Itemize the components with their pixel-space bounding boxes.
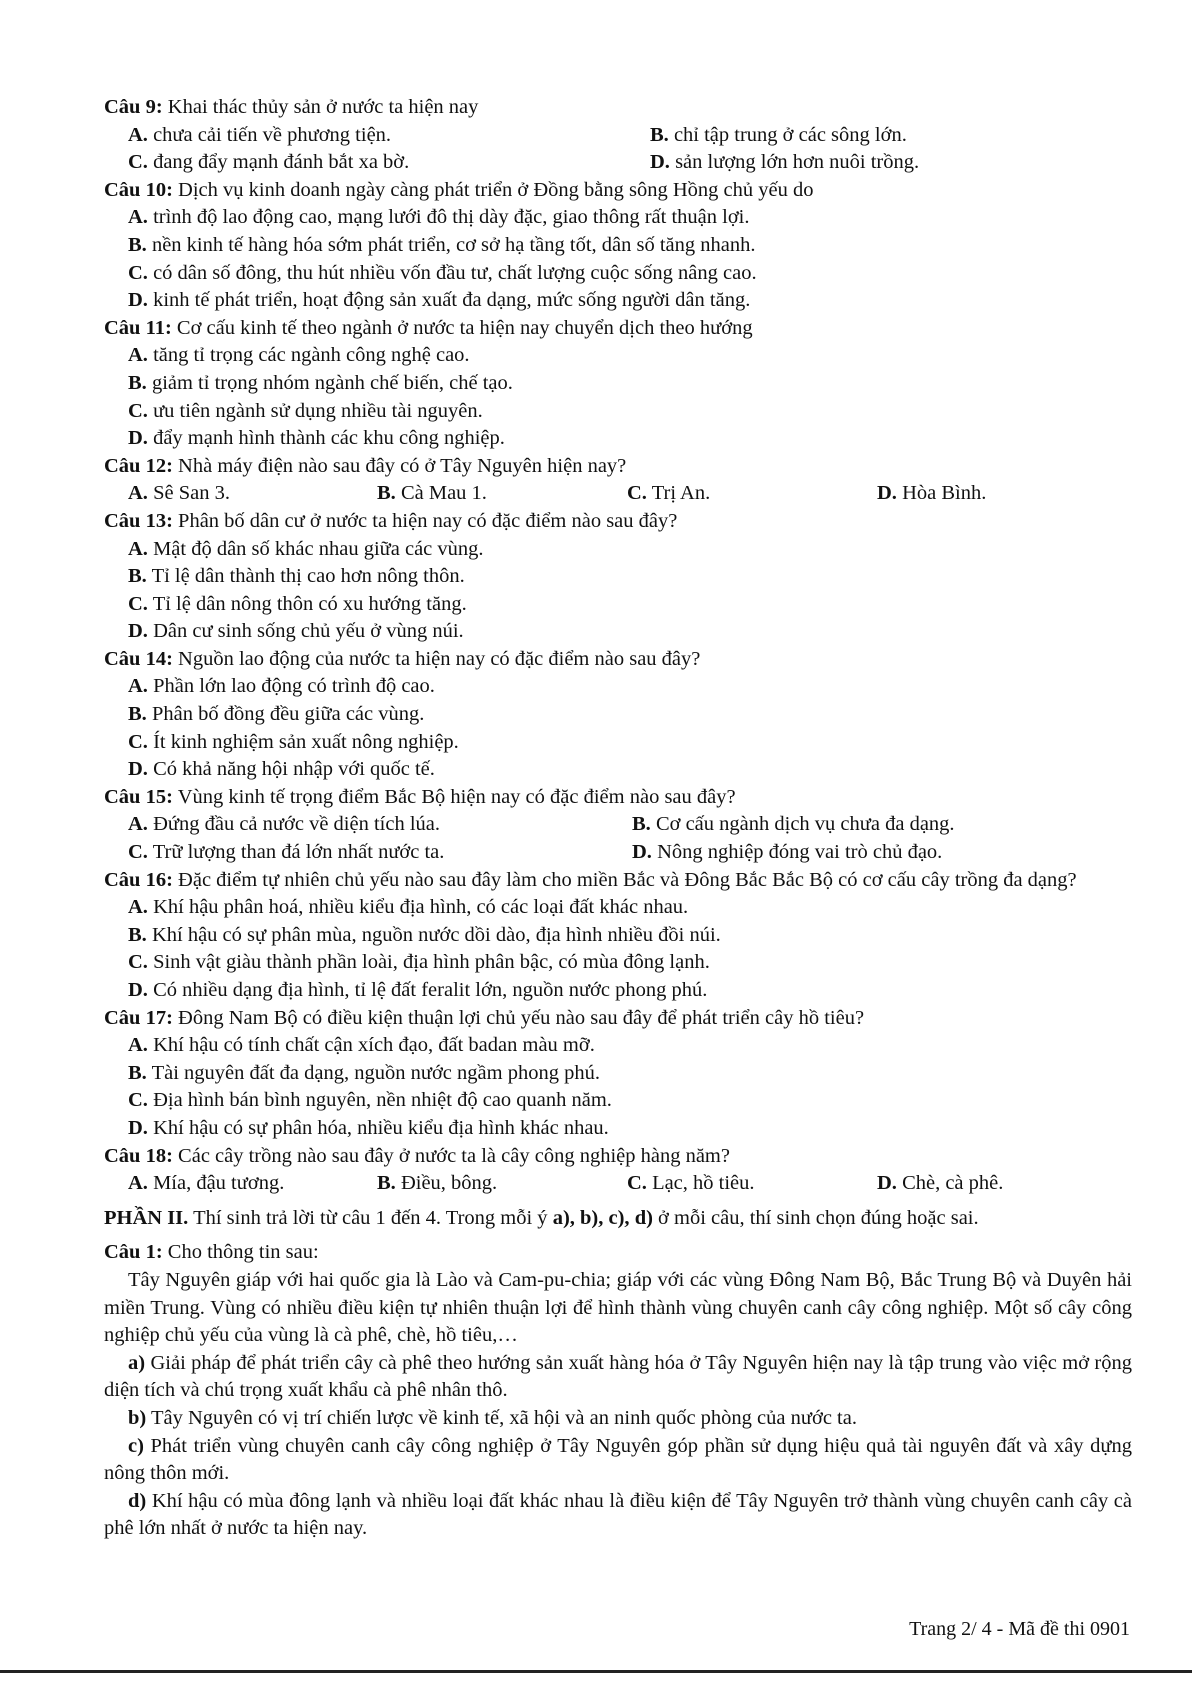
question-number: Câu 9: (104, 96, 163, 118)
question-stem: Đặc điểm tự nhiên chủ yếu nào sau đây làm cho miền Bắc và Đông Bắc Bắc Bộ có cơ cấu cây trồng đa dạng? (178, 868, 1077, 891)
question-14 (104, 646, 1132, 674)
exam-page (104, 94, 1132, 1543)
option-d: D. kinh tế phát triển, hoạt động sản xuất đa dạng, mức sống người dân tăng. (128, 289, 751, 312)
question-stem: Nhà máy điện nào sau đây có ở Tây Nguyên hiện nay? (178, 454, 627, 477)
question-16 (104, 867, 1132, 895)
option-d: D. Nông nghiệp đóng vai trò chủ đạo. (632, 841, 943, 864)
question-number: Câu 15: (104, 785, 173, 808)
question-number: Câu 10: (104, 178, 173, 201)
question-stem: Vùng kinh tế trọng điểm Bắc Bộ hiện nay có đặc điểm nào sau đây? (177, 785, 736, 808)
option-d: D. sản lượng lớn hơn nuôi trồng. (650, 151, 920, 174)
question-12 (104, 453, 1132, 481)
option-d: D. Có khả năng hội nhập với quốc tế. (128, 758, 435, 781)
question-number: Câu 14: (104, 647, 173, 670)
question-number: Câu 16: (104, 868, 173, 891)
option-c: C. Ít kinh nghiệm sản xuất nông nghiệp. (128, 730, 459, 753)
statement-b: b) Tây Nguyên có vị trí chiến lược về kinh tế, xã hội và an ninh quốc phòng của nước ta. (128, 1406, 857, 1429)
options-row (104, 122, 1132, 150)
question-stem: Nguồn lao động của nước ta hiện nay có đặc điểm nào sau đây? (178, 647, 701, 670)
option-b: B. Tài nguyên đất đa dạng, nguồn nước ngầm phong phú. (128, 1061, 600, 1084)
option-a: A. trình độ lao động cao, mạng lưới đô thị dày đặc, giao thông rất thuận lợi. (128, 206, 750, 229)
question-stem: Đông Nam Bộ có điều kiện thuận lợi chủ yếu nào sau đây để phát triển cây hồ tiêu? (178, 1006, 865, 1029)
options-row (104, 149, 1132, 177)
option-c: C. Trị An. (627, 482, 711, 505)
question-17 (104, 1005, 1132, 1033)
option-c: C. Trữ lượng than đá lớn nhất nước ta. (128, 841, 445, 864)
bottom-rule (0, 1670, 1192, 1673)
question-number: Câu 1: (104, 1241, 163, 1264)
option-c: C. có dân số đông, thu hút nhiều vốn đầu tư, chất lượng cuộc sống nâng cao. (128, 261, 757, 284)
question-9 (104, 94, 1132, 122)
option-c: C. Sinh vật giàu thành phần loài, địa hình phân bậc, có mùa đông lạnh. (128, 951, 710, 974)
question-18 (104, 1143, 1132, 1171)
question-13 (104, 508, 1132, 536)
part-2-instructions: PHẦN II. Thí sinh trả lời từ câu 1 đến 4. Trong mỗi ý a), b), c), d) ở mỗi câu, thí sinh chọn đúng hoặc sai. (104, 1206, 979, 1229)
option-b: B. Khí hậu có sự phân mùa, nguồn nước dồi dào, địa hình nhiều đồi núi. (128, 923, 721, 946)
question-stem: Cơ cấu kinh tế theo ngành ở nước ta hiện nay chuyển dịch theo hướng (176, 316, 753, 339)
question-stem: Cho thông tin sau: (167, 1241, 319, 1264)
option-d: D. Chè, cà phê. (877, 1172, 1004, 1195)
option-d: D. Dân cư sinh sống chủ yếu ở vùng núi. (128, 620, 464, 643)
option-b: B. nền kinh tế hàng hóa sớm phát triển, cơ sở hạ tầng tốt, dân số tăng nhanh. (128, 233, 756, 256)
options-row (104, 480, 1132, 508)
option-a: A. Đứng đầu cả nước về diện tích lúa. (128, 813, 441, 836)
option-d: D. đẩy mạnh hình thành các khu công nghiệp. (128, 427, 505, 450)
option-a: A. Khí hậu phân hoá, nhiều kiểu địa hình, có các loại đất khác nhau. (128, 896, 689, 919)
question-number: Câu 12: (104, 454, 173, 477)
option-b: B. Điều, bông. (377, 1172, 498, 1195)
option-a: A. Mía, đậu tương. (128, 1172, 285, 1195)
options-row (104, 839, 1132, 867)
option-b: B. Cơ cấu ngành dịch vụ chưa đa dạng. (632, 813, 955, 836)
option-b: B. Tỉ lệ dân thành thị cao hơn nông thôn. (128, 565, 465, 588)
statement-d: d) Khí hậu có mùa đông lạnh và nhiều loại đất khác nhau là điều kiện để Tây Nguyên trở thành vùng chuyên canh cây cà phê lớn nhất ở nước ta hiện nay. (104, 1489, 1132, 1540)
option-b: B. Phân bố đồng đều giữa các vùng. (128, 703, 425, 726)
option-a: A. tăng tỉ trọng các ngành công nghệ cao. (128, 344, 470, 367)
question-stem: Khai thác thủy sản ở nước ta hiện nay (167, 96, 479, 118)
option-d: D. Có nhiều dạng địa hình, tỉ lệ đất feralit lớn, nguồn nước phong phú. (128, 979, 708, 1001)
passage: Tây Nguyên giáp với hai quốc gia là Lào và Cam-pu-chia; giáp với các vùng Đông Nam Bộ, Bắc Trung Bộ và Duyên hải miền Trung. Vùng có nhiều điều kiện tự nhiên thuận lợi để hình thành vùng chuyên canh cây công nghiệp. Một số cây công nghiệp chủ yếu của vùng là cà phê, chè, hồ tiêu,… (104, 1268, 1132, 1347)
option-c: C. đang đẩy mạnh đánh bắt xa bờ. (128, 151, 410, 174)
question-11 (104, 315, 1132, 343)
option-a: A. Khí hậu có tính chất cận xích đạo, đất badan màu mỡ. (128, 1034, 595, 1057)
options-row (104, 1170, 1132, 1198)
option-c: C. Địa hình bán bình nguyên, nền nhiệt độ cao quanh năm. (128, 1089, 612, 1112)
page-footer: Trang 2/ 4 - Mã đề thi 0901 (909, 1618, 1130, 1640)
question-number: Câu 11: (104, 316, 172, 339)
option-a: A. Phần lớn lao động có trình độ cao. (128, 675, 435, 698)
option-c: C. Lạc, hồ tiêu. (627, 1172, 755, 1195)
options-row (104, 811, 1132, 839)
option-a: A. chưa cải tiến về phương tiện. (128, 123, 392, 146)
question-stem: Phân bố dân cư ở nước ta hiện nay có đặc điểm nào sau đây? (178, 509, 678, 532)
statement-c: c) Phát triển vùng chuyên canh cây công nghiệp ở Tây Nguyên góp phần sử dụng hiệu quả tài nguyên đất và xây dựng nông thôn mới. (104, 1434, 1132, 1485)
option-b: B. giảm tỉ trọng nhóm ngành chế biến, chế tạo. (128, 371, 513, 394)
question-stem: Dịch vụ kinh doanh ngày càng phát triển ở Đồng bằng sông Hồng chủ yếu do (178, 178, 814, 201)
question-number: Câu 13: (104, 509, 173, 532)
option-a: A. Mật độ dân số khác nhau giữa các vùng. (128, 537, 484, 560)
option-c: C. Tỉ lệ dân nông thôn có xu hướng tăng. (128, 592, 467, 615)
option-b: B. Cà Mau 1. (377, 482, 487, 505)
option-a: A. Sê San 3. (128, 482, 230, 505)
option-d: D. Khí hậu có sự phân hóa, nhiều kiểu địa hình khác nhau. (128, 1116, 609, 1139)
option-c: C. ưu tiên ngành sử dụng nhiều tài nguyên. (128, 399, 483, 422)
question-number: Câu 17: (104, 1006, 173, 1029)
question-stem: Các cây trồng nào sau đây ở nước ta là cây công nghiệp hàng năm? (178, 1144, 730, 1167)
question-15 (104, 784, 1132, 812)
question-number: Câu 18: (104, 1144, 173, 1167)
question-10 (104, 177, 1132, 205)
part-2-question-1 (104, 1239, 1132, 1267)
statement-a: a) Giải pháp để phát triển cây cà phê theo hướng sản xuất hàng hóa ở Tây Nguyên hiện nay là tập trung vào việc mở rộng diện tích và chú trọng xuất khẩu cà phê nhân thô. (104, 1351, 1132, 1402)
option-d: D. Hòa Bình. (877, 482, 987, 505)
option-b: B. chỉ tập trung ở các sông lớn. (650, 123, 907, 146)
part-heading: PHẦN II. (104, 1206, 189, 1229)
